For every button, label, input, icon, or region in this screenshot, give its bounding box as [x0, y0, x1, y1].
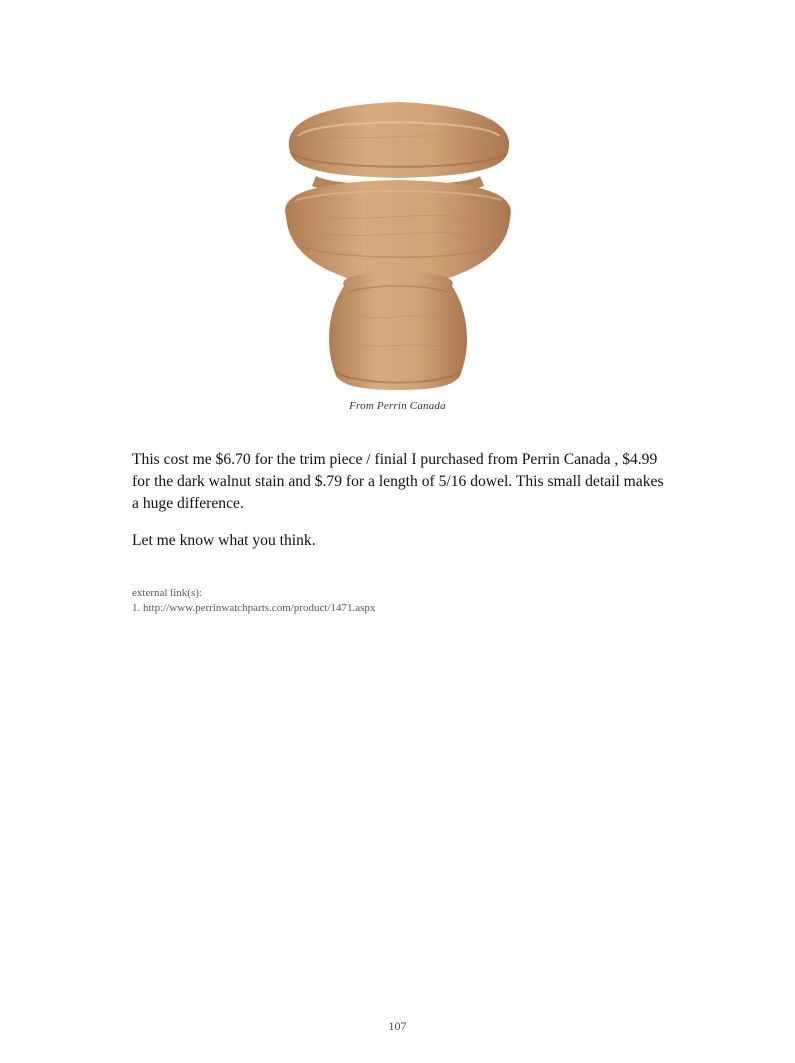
external-links-heading: external link(s): — [132, 587, 202, 599]
external-link-item[interactable]: 1. http://www.perrinwatchparts.com/product/1471.aspx — [132, 602, 376, 614]
figure-caption: From Perrin Canada — [349, 400, 446, 412]
external-links — [132, 586, 375, 616]
wooden-finial-image — [276, 96, 520, 392]
body-paragraph-feedback: Let me know what you think. — [132, 532, 316, 549]
finial-photo — [276, 96, 520, 392]
page-number: 107 — [388, 1019, 407, 1033]
body-paragraph-cost: This cost me $6.70 for the trim piece / finial I purchased from Perrin Canada , $4.99 for the dark walnut stain and $.79 for a length of 5/16 dowel. This small detail makes a huge difference. — [132, 451, 664, 512]
